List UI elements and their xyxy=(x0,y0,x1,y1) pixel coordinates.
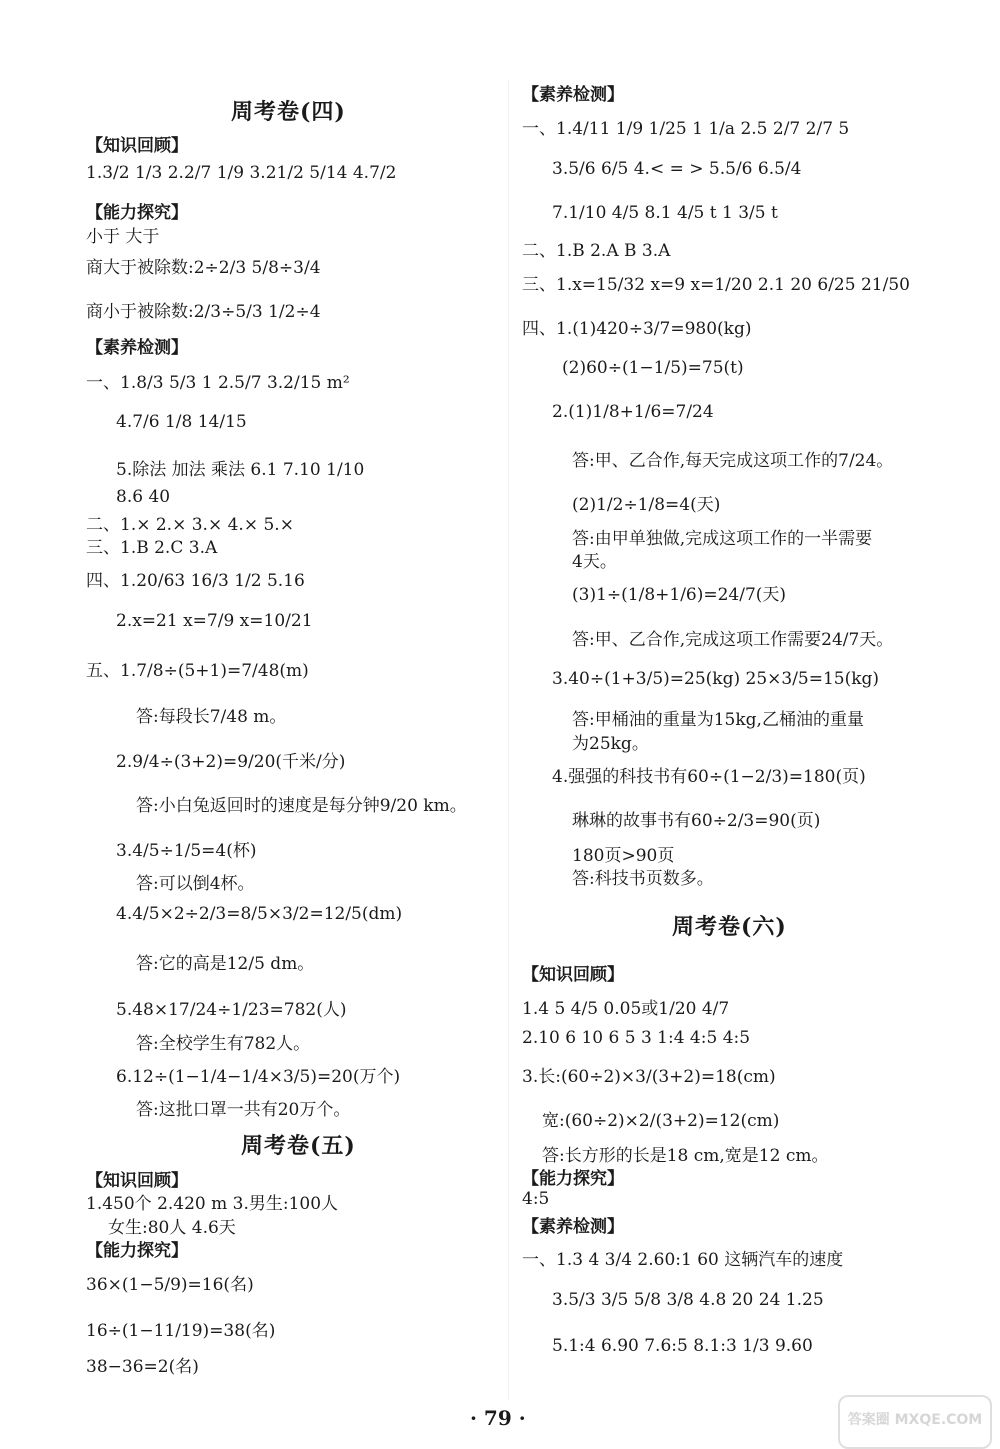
answer-line: 三、1.x=15/32 x=9 x=1/20 2.1 20 6/25 21/50 xyxy=(522,275,910,295)
heading-ability-explore: 【能力探究】 xyxy=(86,1241,188,1261)
heading-literacy-test: 【素养检测】 xyxy=(86,338,188,358)
answer-line: 4.4/5×2÷2/3=8/5×3/2=12/5(dm) xyxy=(116,904,403,924)
answer-line: 女生:80人 4.6天 xyxy=(108,1218,236,1238)
answer-line: 琳琳的故事书有60÷2/3=90(页) xyxy=(572,811,821,831)
answer-line: 3.5/3 3/5 5/8 3/8 4.8 20 24 1.25 xyxy=(552,1290,824,1310)
answer-line: (2)1/2÷1/8=4(天) xyxy=(572,495,721,515)
column-divider xyxy=(508,80,509,1400)
answer-line: 为25kg。 xyxy=(572,734,649,754)
answer-line: (2)60÷(1−1/5)=75(t) xyxy=(562,358,744,378)
heading-literacy-test: 【素养检测】 xyxy=(522,85,624,105)
answer-line: 1.450个 2.420 m 3.男生:100人 xyxy=(86,1194,339,1214)
heading-knowledge-review: 【知识回顾】 xyxy=(86,1171,188,1191)
answer-line: 答:每段长7/48 m。 xyxy=(136,707,287,727)
heading-knowledge-review: 【知识回顾】 xyxy=(522,965,624,985)
answer-line: 三、1.B 2.C 3.A xyxy=(86,538,218,558)
page-number: · 79 · xyxy=(470,1406,526,1430)
answer-line: 四、1.20/63 16/3 1/2 5.16 xyxy=(86,571,305,591)
answer-line: 答:可以倒4杯。 xyxy=(136,874,255,894)
answer-line: 5.1:4 6.90 7.6:5 8.1:3 1/3 9.60 xyxy=(552,1336,813,1356)
answer-line: 答:由甲单独做,完成这项工作的一半需要 xyxy=(572,529,873,549)
answer-line: 四、1.(1)420÷3/7=980(kg) xyxy=(522,319,752,339)
section-title-week4: 周考卷(四) xyxy=(231,99,346,125)
heading-knowledge-review: 【知识回顾】 xyxy=(86,136,188,156)
answer-line: 答:长方形的长是18 cm,宽是12 cm。 xyxy=(542,1146,829,1166)
answer-line: 答:小白兔返回时的速度是每分钟9/20 km。 xyxy=(136,796,467,816)
answer-line: 16÷(1−11/19)=38(名) xyxy=(86,1321,276,1341)
answer-line: 8.6 40 xyxy=(116,487,171,507)
answer-line: 二、1.B 2.A B 3.A xyxy=(522,241,671,261)
answer-line: 商小于被除数:2/3÷5/3 1/2÷4 xyxy=(86,302,321,322)
section-title-week6: 周考卷(六) xyxy=(672,914,787,940)
answer-line: 3.长:(60÷2)×3/(3+2)=18(cm) xyxy=(522,1067,776,1087)
answer-line: 4天。 xyxy=(572,552,617,572)
answer-line: 答:这批口罩一共有20万个。 xyxy=(136,1100,351,1120)
answer-line: 38−36=2(名) xyxy=(86,1357,199,1377)
answer-line: 小于 大于 xyxy=(86,227,160,247)
answer-line: 4.7/6 1/8 14/15 xyxy=(116,412,247,432)
answer-line: 一、1.3 4 3/4 2.60:1 60 这辆汽车的速度 xyxy=(522,1250,844,1270)
heading-ability-explore: 【能力探究】 xyxy=(522,1169,624,1189)
answer-line: 3.5/6 6/5 4.< = > 5.5/6 6.5/4 xyxy=(552,159,802,179)
answer-line: 36×(1−5/9)=16(名) xyxy=(86,1275,254,1295)
heading-literacy-test: 【素养检测】 xyxy=(522,1217,624,1237)
answer-line: 五、1.7/8÷(5+1)=7/48(m) xyxy=(86,661,309,681)
answer-line: 6.12÷(1−1/4−1/4×3/5)=20(万个) xyxy=(116,1067,401,1087)
answer-line: 答:全校学生有782人。 xyxy=(136,1034,311,1054)
answer-line: 1.3/2 1/3 2.2/7 1/9 3.21/2 5/14 4.7/2 xyxy=(86,163,397,183)
answer-line: 5.除法 加法 乘法 6.1 7.10 1/10 xyxy=(116,460,365,480)
answer-line: 4:5 xyxy=(522,1189,550,1209)
answer-line: 3.4/5÷1/5=4(杯) xyxy=(116,841,257,861)
answer-line: 答:甲桶油的重量为15kg,乙桶油的重量 xyxy=(572,710,864,730)
answer-line: 答:它的高是12/5 dm。 xyxy=(136,954,315,974)
answer-line: 2.(1)1/8+1/6=7/24 xyxy=(552,402,714,422)
answer-line: 一、1.8/3 5/3 1 2.5/7 3.2/15 m² xyxy=(86,373,350,393)
answer-line: (3)1÷(1/8+1/6)=24/7(天) xyxy=(572,585,787,605)
watermark-logo: 答案圈 MXQE.COM xyxy=(838,1395,992,1449)
answer-line: 二、1.× 2.× 3.× 4.× 5.× xyxy=(86,515,294,535)
answer-line: 4.强强的科技书有60÷(1−2/3)=180(页) xyxy=(552,767,866,787)
answer-line: 答:甲、乙合作,每天完成这项工作的7/24。 xyxy=(572,451,894,471)
section-title-week5: 周考卷(五) xyxy=(241,1133,356,1159)
answer-line: 商大于被除数:2÷2/3 5/8÷3/4 xyxy=(86,258,321,278)
answer-line: 2.10 6 10 6 5 3 1:4 4:5 4:5 xyxy=(522,1028,751,1048)
answer-line: 1.4 5 4/5 0.05或1/20 4/7 xyxy=(522,999,730,1019)
answer-line: 2.9/4÷(3+2)=9/20(千米/分) xyxy=(116,752,346,772)
answer-line: 宽:(60÷2)×2/(3+2)=12(cm) xyxy=(542,1111,780,1131)
answer-line: 答:科技书页数多。 xyxy=(572,869,714,889)
answer-line: 7.1/10 4/5 8.1 4/5 t 1 3/5 t xyxy=(552,203,778,223)
answer-line: 一、1.4/11 1/9 1/25 1 1/a 2.5 2/7 2/7 5 xyxy=(522,119,850,139)
answer-line: 180页>90页 xyxy=(572,846,675,866)
heading-ability-explore: 【能力探究】 xyxy=(86,203,188,223)
answer-line: 答:甲、乙合作,完成这项工作需要24/7天。 xyxy=(572,630,894,650)
answer-line: 5.48×17/24÷1/23=782(人) xyxy=(116,1000,347,1020)
answer-line: 2.x=21 x=7/9 x=10/21 xyxy=(116,611,313,631)
answer-line: 3.40÷(1+3/5)=25(kg) 25×3/5=15(kg) xyxy=(552,669,880,689)
